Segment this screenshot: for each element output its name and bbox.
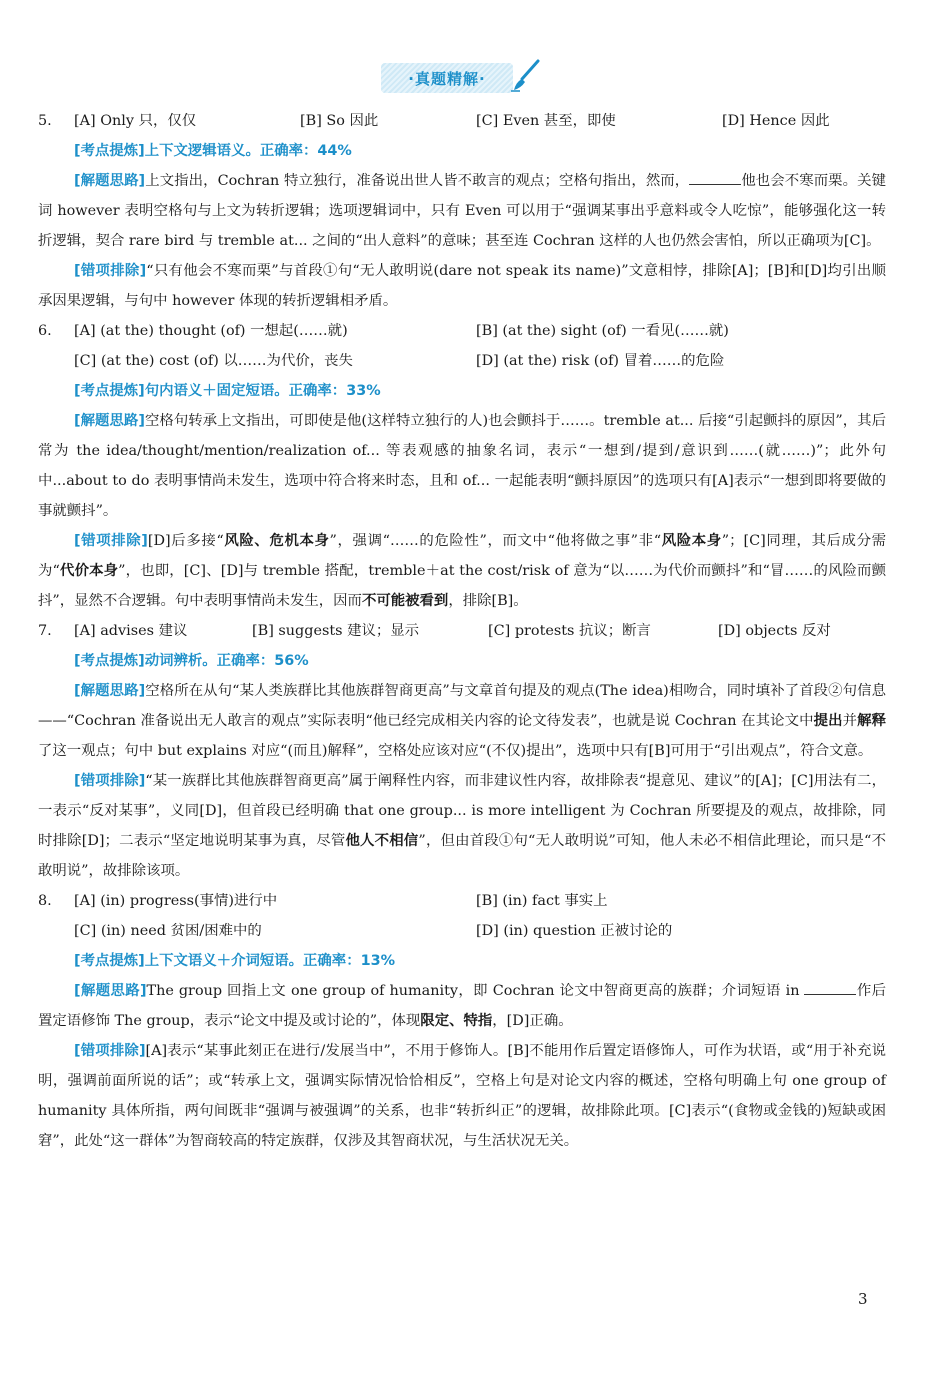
q5-analysis-tag: [解题思路] — [74, 173, 146, 189]
q6-wrong-bold-d: 风险本身 — [661, 532, 722, 549]
q5-option-d: [D] Hence 因此 — [722, 113, 830, 129]
q5-wrong-text: “只有他会不寒而栗”与首段①句“无人敢明说(dare not speak its name)”文意相悖，排除[A]；[B]和[D]均引出顺承因果逻辑，与句中 however 体现的转折逻辑相矛盾。 — [38, 263, 886, 309]
answer-explanations — [38, 106, 886, 1156]
q6-options-row2 — [38, 346, 886, 376]
q8-analysis-bold-c: 限定、特指 — [420, 1012, 493, 1029]
q5-number: 5. — [38, 113, 52, 129]
q7-number: 7. — [38, 623, 52, 639]
q7-option-d: [D] objects 反对 — [718, 623, 831, 639]
q8-option-d: [D] (in) question 正被讨论的 — [476, 923, 673, 939]
q6-wrong-text-a: [D]后多接“ — [147, 533, 224, 549]
q6-option-b: [B] (at the) sight (of) 一看见(……就) — [476, 323, 729, 339]
q5-analysis-text-1: 上文指出，Cochran 特立独行，准备说出世人皆不敢言的观点；空格句指出，然而， — [145, 173, 690, 189]
q7-wrong-text-a: “某一族群比其他族群智商更高”属于阐释性内容，而非建议性内容，故排除表“提意见、建议”的[A]；[C]用法有二，一表示“反对某事”，义同[D]，但首段已经明确 that one group... is more intelligent 为 Cochran 所要提及的观点，故排除，同时排除[D]；二表示“坚定地说明某事为真，尽管 — [38, 773, 887, 849]
q6-wrong-bold-f: 代价本身 — [59, 562, 119, 579]
q8-point-text: 上下文语义＋介词短语。正确率：13% — [144, 953, 396, 969]
q6-wrong-text-e: ”；[C]同理，其后成分需为“ — [38, 533, 886, 579]
q5-point-tag: [考点提炼] — [74, 143, 145, 159]
q7-options — [38, 616, 886, 646]
q7-option-a: [A] advises 建议 — [74, 623, 188, 639]
q7-analysis-tag: [解题思路] — [74, 683, 146, 699]
q5-analysis — [38, 166, 886, 256]
section-banner: ·真题精解· — [381, 63, 513, 93]
q5-options — [38, 106, 886, 136]
q5-point — [38, 136, 886, 166]
q5-wrong — [38, 256, 886, 316]
q7-wrong — [38, 766, 886, 886]
q7-option-c: [C] protests 抗议；断言 — [488, 623, 651, 639]
q8-wrong-tag: [错项排除] — [74, 1043, 146, 1059]
q7-analysis-bold-b: 提出 — [813, 712, 843, 729]
blank-line — [689, 170, 741, 185]
q6-point-text: 句内语义＋固定短语。正确率：33% — [144, 383, 381, 399]
q6-point-tag: [考点提炼] — [74, 383, 145, 399]
q7-point-text: 动词辨析。正确率：56% — [144, 653, 309, 669]
q6-number: 6. — [38, 323, 52, 339]
q8-point — [38, 946, 886, 976]
q7-analysis — [38, 676, 886, 766]
q8-wrong — [38, 1036, 886, 1156]
q8-number: 8. — [38, 893, 52, 909]
q6-option-c: [C] (at the) cost (of) 以……为代价，丧失 — [74, 353, 353, 369]
brush-icon — [508, 58, 544, 94]
q6-point — [38, 376, 886, 406]
q6-option-d: [D] (at the) risk (of) 冒着……的危险 — [476, 353, 725, 369]
q5-point-text: 上下文逻辑语义。正确率：44% — [144, 143, 352, 159]
q8-option-a: [A] (in) progress(事情)进行中 — [74, 893, 278, 909]
blank-line — [804, 980, 856, 995]
q6-wrong-text-c: ”，强调“……的危险性”，而文中“他将做之事”非“ — [329, 533, 662, 549]
q5-option-b: [B] So 因此 — [300, 113, 379, 129]
q8-point-tag: [考点提炼] — [74, 953, 145, 969]
q6-analysis-text: 空格句转承上文指出，可即使是他(这样特立独行的人)也会颤抖于……。tremble at... 后接“引起颤抖的原因”，其后常为 the idea/thought/mention/realization of... 等表观感的抽象名词，表示“一想到/提到/意识到……(就……)”；此外句中...about to do 表明事情尚未发生，选项中符合将来时态，且和 of... 一起能表明“颤抖原因”的选项只有[A]表示“一想到即将要做的事就颤抖”。 — [38, 413, 886, 519]
q7-option-b: [B] suggests 建议；显示 — [252, 623, 420, 639]
q7-analysis-text-e: 了这一观点；句中 but explains 对应“(而且)解释”，空格处应该对应“(不仅)提出”，选项中只有[B]可用于“引出观点”，符合文意。 — [38, 743, 873, 759]
q6-wrong-text-g: ”，也即，[C]、[D]与 tremble 搭配，tremble＋at the cost/risk of 意为“以……为代价而颤抖”和“冒……的风险而颤抖”，显然不合逻辑。句中表明事情尚未发生，因而 — [38, 563, 886, 609]
q8-analysis — [38, 976, 886, 1036]
q6-option-a: [A] (at the) thought (of) 一想起(……就) — [74, 323, 348, 339]
q6-analysis-tag: [解题思路] — [74, 413, 145, 429]
q8-wrong-text: [A]表示“某事此刻正在进行/发展当中”，不用于修饰人。[B]不能用作后置定语修饰人，可作为状语，或“用于补充说明，强调前面所说的话”；或“转承上文，强调实际情况恰恰相反”，空格上句是对论文内容的概述，空格句明确上句 one group of humanity 具体所指，两句间既非“强调与被强调”的关系，也非“转折纠正”的逻辑，故排除此项。[C]表示“(食物或金钱的)短缺或困窘”，此处“这一群体”为智商较高的特定族群，仅涉及其智商状况，与生活状况无关。 — [38, 1043, 887, 1149]
q6-wrong-tag: [错项排除] — [74, 533, 148, 549]
q7-wrong-text-c: ”，但由首段①句“无人敢明说”可知，他人未必不相信此理论，而只是“不敢明说”，故排除该项。 — [38, 833, 886, 879]
q7-wrong-tag: [错项排除] — [74, 773, 146, 789]
q7-point — [38, 646, 886, 676]
q6-wrong-text-i: ，排除[B]。 — [448, 593, 528, 609]
q8-option-c: [C] (in) need 贫困/困难中的 — [74, 923, 262, 939]
q5-wrong-tag: [错项排除] — [74, 263, 147, 279]
q5-option-c: [C] Even 甚至，即使 — [476, 113, 616, 129]
q8-options-row1 — [38, 886, 886, 916]
q7-analysis-bold-d: 解释 — [857, 712, 886, 729]
q8-analysis-text-b: 作后置定语修饰 The group，表示“论文中提及或讨论的”，体现 — [38, 983, 886, 1029]
q8-options-row2 — [38, 916, 886, 946]
q7-analysis-text-a: 空格所在从句“某人类族群比其他族群智商更高”与文章首句提及的观点(The idea)相吻合，同时填补了首段②句信息——“Cochran 准备说出无人敢言的观点”实际表明“他已经完成相关内容的论文待发表”，也就是说 Cochran 在其论文中 — [38, 683, 886, 729]
page-number: 3 — [858, 1290, 868, 1308]
q8-analysis-text-a: The group 回指上文 one group of humanity，即 Cochran 论文中智商更高的族群；介词短语 in — [146, 983, 805, 999]
q6-wrong-bold-b: 风险、危机本身 — [223, 532, 330, 549]
q7-analysis-text-c: 并 — [842, 713, 858, 729]
q6-wrong — [38, 526, 886, 616]
q5-option-a: [A] Only 只，仅仅 — [74, 113, 197, 129]
q5-analysis-text-2: 他也会不寒而栗。关键词 however 表明空格句与上文为转折逻辑；选项逻辑词中，只有 Even 可以用于“强调某事出乎意料或令人吃惊”，能够强化这一转折逻辑，契合 rare bird 与 tremble at... 之间的“出人意料”的意味；甚至连 Cochran 这样的人也仍然会害怕，所以正确项为[C]。 — [38, 173, 886, 249]
q6-options-row1 — [38, 316, 886, 346]
q7-point-tag: [考点提炼] — [74, 653, 145, 669]
q8-option-b: [B] (in) fact 事实上 — [476, 893, 608, 909]
q8-analysis-tag: [解题思路] — [74, 983, 147, 999]
q7-wrong-bold-b: 他人不相信 — [345, 832, 419, 849]
q6-wrong-bold-h: 不可能被看到 — [361, 592, 449, 609]
q8-analysis-text-d: ，[D]正确。 — [492, 1013, 573, 1029]
q6-analysis — [38, 406, 886, 526]
